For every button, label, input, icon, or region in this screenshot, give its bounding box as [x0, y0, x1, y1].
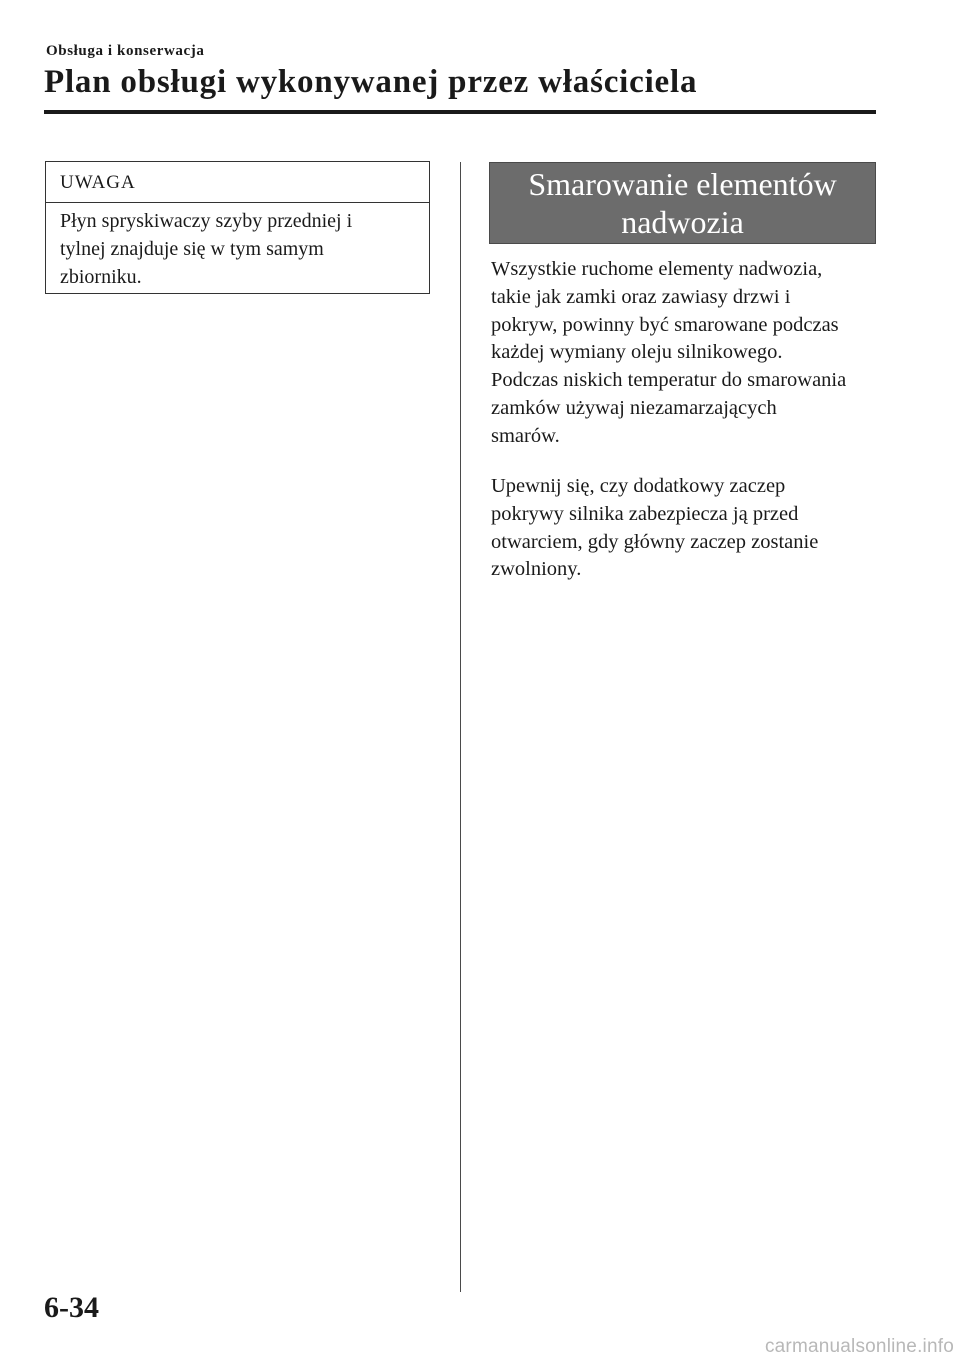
- column-divider: [460, 162, 461, 1292]
- page-number: 6-34: [44, 1291, 99, 1324]
- note-heading: UWAGA: [46, 162, 429, 203]
- paragraph-line: smarów.: [491, 424, 560, 447]
- section-title-line: Smarowanie elementów: [528, 166, 837, 202]
- paragraph-line: każdej wymiany oleju silnikowego.: [491, 341, 783, 364]
- paragraph-line: otwarciem, gdy główny zaczep zostanie: [491, 530, 819, 553]
- paragraph-line: zamków używaj niezamarzających: [491, 396, 777, 419]
- section-title-line: nadwozia: [621, 204, 744, 240]
- section-banner: [489, 162, 876, 244]
- note-line: tylnej znajduje się w tym samym: [60, 238, 324, 260]
- body-paragraph-1: [491, 256, 891, 451]
- paragraph-line: pokrywy silnika zabezpiecza ją przed: [491, 502, 799, 525]
- footer-watermark: carmanualsonline.info: [764, 1336, 954, 1357]
- section-label: Obsługa i konserwacja: [46, 43, 205, 59]
- paragraph-line: Upewnij się, czy dodatkowy zaczep: [491, 475, 786, 497]
- page-title: Plan obsługi wykonywanej przez właściciela: [44, 64, 698, 100]
- paragraph-line: takie jak zamki oraz zawiasy drzwi i: [491, 285, 791, 308]
- paragraph-line: pokryw, powinny być smarowane podczas: [491, 313, 839, 336]
- body-paragraph-2: [491, 473, 891, 584]
- paragraph-line: Wszystkie ruchome elementy nadwozia,: [491, 258, 823, 280]
- paragraph-line: Podczas niskich temperatur do smarowania: [491, 369, 847, 392]
- note-line: Płyn spryskiwaczy szyby przedniej i: [60, 210, 353, 232]
- title-rule: [44, 110, 876, 114]
- note-body: [46, 203, 429, 291]
- note-box: [45, 161, 430, 294]
- note-line: zbiorniku.: [60, 266, 142, 288]
- paragraph-line: zwolniony.: [491, 558, 582, 581]
